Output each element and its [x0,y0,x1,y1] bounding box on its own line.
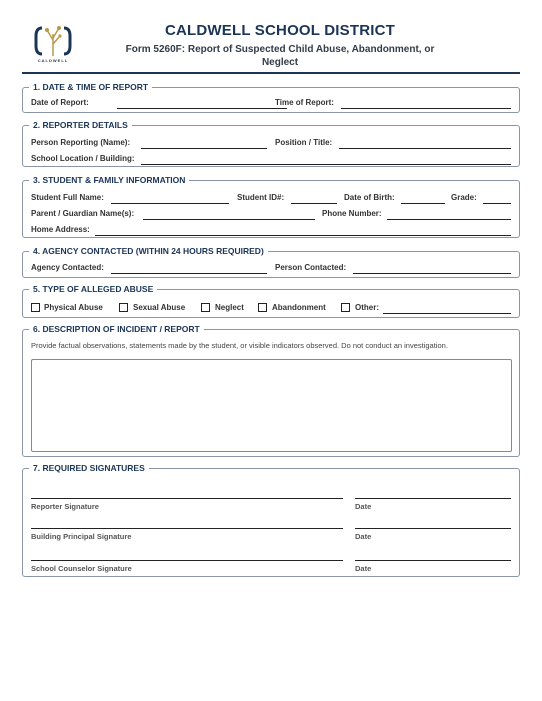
school-location-label: School Location / Building: [31,154,135,163]
neglect-checkbox[interactable] [201,303,210,312]
district-title: CALDWELL SCHOOL DISTRICT [164,22,396,39]
logo-text: CALDWELL [37,58,69,63]
section-heading: 5. TYPE OF ALLEGED ABUSE [29,283,157,295]
section-heading: 2. REPORTER DETAILS [29,119,132,131]
section-heading: 1. DATE & TIME OF REPORT [29,81,152,93]
district-logo [32,20,74,66]
sexual-abuse-label: Sexual Abuse [133,303,186,312]
section-heading: 3. STUDENT & FAMILY INFORMATION [29,174,189,186]
other-checkbox[interactable] [341,303,350,312]
dob-field[interactable] [401,203,445,204]
section-reporter-details [22,120,520,167]
form-title: Form 5260F: Report of Suspected Child Abuse, Abandonment, or Neglect [125,44,435,68]
other-field[interactable] [383,313,511,314]
section-agency-contacted [22,246,520,278]
agency-contacted-field[interactable] [111,273,267,274]
person-contacted-label: Person Contacted: [275,263,347,272]
abandonment-label: Abandonment [272,303,326,312]
phone-label: Phone Number: [322,209,382,218]
counselor-signature-line[interactable] [31,560,343,561]
school-location-field[interactable] [141,164,511,165]
principal-signature-line[interactable] [31,528,343,529]
section-type-of-abuse [22,284,520,318]
address-field[interactable] [95,235,511,236]
sexual-abuse-checkbox[interactable] [119,303,128,312]
reporter-signature-line[interactable] [31,498,343,499]
section-description [22,324,520,457]
physical-abuse-checkbox[interactable] [31,303,40,312]
counselor-signature-label: School Counselor Signature [31,564,132,573]
section-heading: 7. REQUIRED SIGNATURES [29,462,149,474]
principal-date-label: Date [355,532,372,541]
abandonment-checkbox[interactable] [258,303,267,312]
description-instructions: Provide factual observations, statements made by the student, or visible indicators observed. Do not conduct an investigation. [31,341,448,350]
guardian-field[interactable] [143,219,315,220]
section-heading: 4. AGENCY CONTACTED (WITHIN 24 HOURS REQUIRED) [29,245,268,257]
student-name-label: Student Full Name: [31,193,104,202]
other-label: Other: [355,303,379,312]
reporter-date-line[interactable] [355,498,511,499]
principal-signature-label: Building Principal Signature [31,532,132,541]
section-student-family [22,175,520,238]
principal-date-line[interactable] [355,528,511,529]
address-label: Home Address: [31,225,90,234]
student-id-field[interactable] [291,203,337,204]
counselor-date-label: Date [355,564,372,573]
student-id-label: Student ID#: [237,193,285,202]
grade-label: Grade: [451,193,477,202]
position-title-field[interactable] [339,148,511,149]
section-date-time [22,82,520,113]
header-divider [22,72,520,74]
position-title-label: Position / Title: [275,138,333,147]
student-name-field[interactable] [111,203,229,204]
description-textarea[interactable] [31,359,512,452]
person-reporting-field[interactable] [141,148,267,149]
counselor-date-line[interactable] [355,560,511,561]
guardian-label: Parent / Guardian Name(s): [31,209,135,218]
reporter-signature-label: Reporter Signature [31,502,99,511]
date-of-report-field[interactable] [117,108,287,109]
grade-field[interactable] [483,203,511,204]
physical-abuse-label: Physical Abuse [44,303,103,312]
person-reporting-label: Person Reporting (Name): [31,138,131,147]
section-signatures [22,463,520,577]
reporter-date-label: Date [355,502,372,511]
time-of-report-field[interactable] [341,108,511,109]
dob-label: Date of Birth: [344,193,395,202]
phone-field[interactable] [387,219,511,220]
neglect-label: Neglect [215,303,244,312]
person-contacted-field[interactable] [353,273,511,274]
date-of-report-label: Date of Report: [31,98,89,107]
time-of-report-label: Time of Report: [275,98,334,107]
section-heading: 6. DESCRIPTION OF INCIDENT / REPORT [29,323,204,335]
agency-contacted-label: Agency Contacted: [31,263,104,272]
